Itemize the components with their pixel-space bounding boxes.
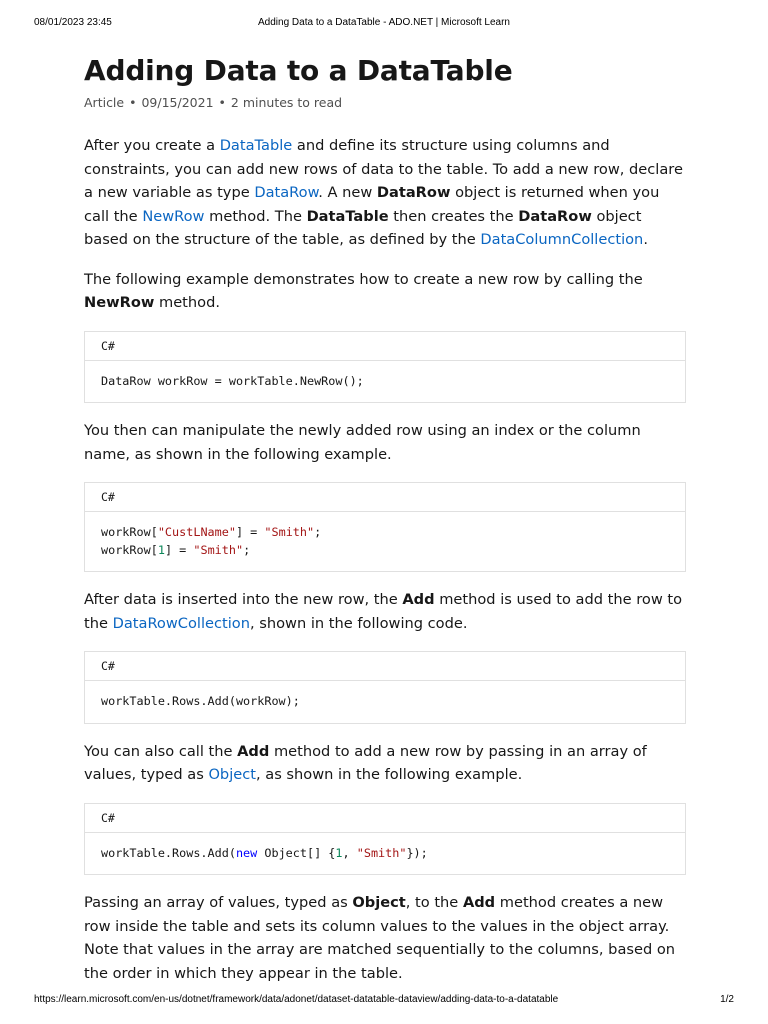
code-line <box>101 525 321 539</box>
code-string: "Smith" <box>193 542 244 557</box>
print-date: 08/01/2023 23:45 <box>34 17 112 28</box>
bold-term: DataRow <box>518 207 592 225</box>
bold-term: Add <box>402 591 435 608</box>
bold-term: Object <box>352 894 406 911</box>
code-string: "Smith" <box>356 845 407 860</box>
text: then creates the <box>388 207 519 225</box>
meta-separator: • <box>218 95 226 110</box>
article-meta <box>84 94 686 112</box>
paragraph-newrow <box>84 268 686 315</box>
print-page-title: Adding Data to a DataTable - ADO.NET | Microsoft Learn <box>258 17 510 28</box>
link-datarow[interactable]: DataRow <box>254 184 319 201</box>
text: After you create a <box>84 137 220 154</box>
code-token: workRow[ <box>101 542 158 557</box>
code-token: workTable.Rows.Add( <box>101 845 236 860</box>
code-line: workTable.Rows.Add(workRow); <box>101 694 300 708</box>
link-datacolumncollection[interactable]: DataColumnCollection <box>480 231 644 248</box>
text: , to the <box>405 894 463 911</box>
paragraph-array <box>84 740 686 787</box>
code-token: ] = <box>235 525 265 539</box>
code-token: ; <box>314 525 322 539</box>
text: After data is inserted into the new row, the <box>84 591 403 608</box>
text: method. The <box>204 207 307 225</box>
code-block-add <box>84 651 686 724</box>
bold-term: Add <box>237 742 270 760</box>
text: . A new <box>318 184 377 201</box>
code-number: 1 <box>157 542 165 557</box>
code-token: Object[] { <box>257 845 336 860</box>
code-line: DataRow workRow = workTable.NewRow(); <box>101 373 364 388</box>
text: object based on the structure of the table, as defined by the <box>84 207 642 248</box>
code-content[interactable] <box>85 681 685 723</box>
paragraph-manipulate <box>84 419 686 466</box>
code-language-label: C# <box>85 804 685 833</box>
paragraph-add <box>84 588 686 635</box>
code-content[interactable] <box>85 512 685 571</box>
article-date: 09/15/2021 <box>141 95 214 110</box>
bold-term: NewRow <box>84 294 155 311</box>
code-block-index <box>84 482 686 572</box>
code-line <box>101 543 250 557</box>
code-string: "Smith" <box>264 525 315 539</box>
text: The following example demonstrates how to create a new row by calling the <box>84 270 643 288</box>
print-url: https://learn.microsoft.com/en-us/dotnet/framework/data/adonet/dataset-datatable-dataview/adding-data-to-a-datatable <box>34 994 559 1005</box>
code-token: workRow[ <box>101 525 158 539</box>
text: and define its structure using columns and constraints, you can add new rows of data to the table. To add a new row, declare a new variable as type <box>84 137 683 201</box>
page-title: Adding Data to a DataTable <box>84 54 513 87</box>
link-datatable[interactable]: DataTable <box>219 137 293 154</box>
text: Passing an array of values, typed as <box>84 894 353 911</box>
article <box>84 52 686 985</box>
meta-separator: • <box>129 95 137 110</box>
text: , as shown in the following example. <box>255 766 523 783</box>
code-string: "CustLName" <box>157 525 236 539</box>
bold-term: DataTable <box>306 207 389 225</box>
code-line <box>101 846 428 860</box>
code-keyword: new <box>235 845 258 860</box>
link-object[interactable]: Object <box>208 766 256 783</box>
code-token: , <box>342 845 357 860</box>
code-token: ; <box>243 542 251 557</box>
code-content[interactable] <box>85 833 685 875</box>
code-language-label: C# <box>85 483 685 512</box>
code-token: }); <box>406 845 428 860</box>
text: method to add a new row by passing in an array of values, typed as <box>84 742 647 783</box>
code-block-newrow <box>84 331 686 404</box>
link-datarowcollection[interactable]: DataRowCollection <box>112 614 250 632</box>
text: method is used to add the row to the <box>84 591 683 632</box>
print-footer <box>34 994 734 1008</box>
text: method creates a new row inside the table and sets its column values to the values in the object array. Note that values in the array are matched sequentially to the columns, based on the order in which they appear in the table. <box>84 894 676 982</box>
text: method. <box>154 294 220 311</box>
article-type: Article <box>84 95 125 110</box>
link-newrow[interactable]: NewRow <box>142 207 205 225</box>
text: You then can manipulate the newly added row using an index or the column name, as shown in the following example. <box>84 422 641 463</box>
code-language-label: C# <box>85 332 685 361</box>
paragraph-passing-array <box>84 891 686 985</box>
code-content[interactable] <box>85 361 685 403</box>
read-time: 2 minutes to read <box>230 95 343 110</box>
bold-term: DataRow <box>376 184 451 201</box>
paragraph-intro <box>84 134 686 252</box>
text: You can also call the <box>84 742 238 760</box>
code-language-label: C# <box>85 652 685 681</box>
bold-term: Add <box>462 894 496 911</box>
code-block-array <box>84 803 686 876</box>
page-number: 1/2 <box>720 994 734 1005</box>
code-token: ] = <box>164 542 194 557</box>
text: . <box>643 231 648 248</box>
text: , shown in the following code. <box>249 614 468 632</box>
code-number: 1 <box>335 845 343 860</box>
print-header <box>34 17 734 31</box>
text: object is returned when you call the <box>84 184 660 225</box>
